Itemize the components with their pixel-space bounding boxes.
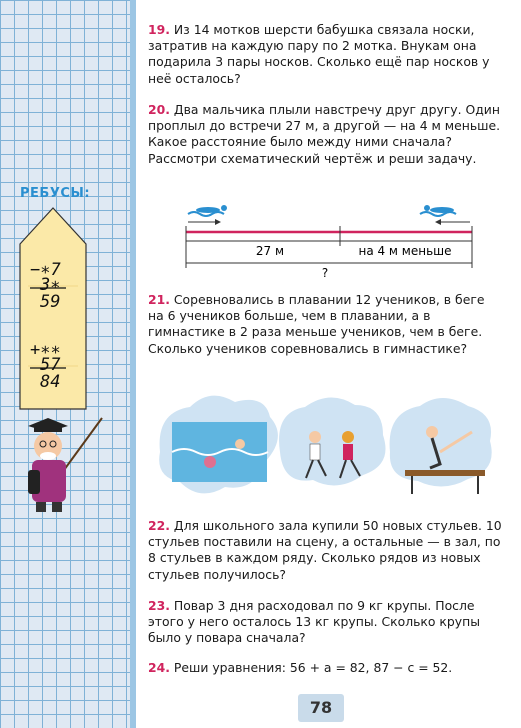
task-number: 20. [148, 102, 170, 117]
segment-2-label: на 4 м меньше [358, 244, 452, 258]
swimmer-left-icon [188, 205, 227, 216]
task-text: Для школьного зала купили 50 новых стульев. 10 стульев поставили на сцену, а остальные — в зал, по 8 стульев в каждом ряду. Сколько рядов из новых стульев получилось? [148, 518, 502, 582]
task-text: Соревновались в плавании 12 учеников, в беге на 6 учеников больше, чем в плавании, а в гимнастике в 2 раза меньше учеников, чем в беге. Сколько учеников соревновались в гимнастике? [148, 292, 485, 356]
sports-illustration [150, 392, 500, 512]
page-number: 78 [298, 694, 344, 722]
task-23 [148, 598, 504, 647]
task-instruction: Рассмотри схематический чертёж и реши задачу. [148, 150, 477, 166]
equation-2: 87 − c = 52. [373, 660, 453, 675]
task-number: 24. [148, 660, 170, 675]
rebus1-result: 59 [40, 292, 61, 312]
task-22 [148, 518, 504, 583]
task-number: 19. [148, 22, 170, 37]
total-label: ? [321, 266, 329, 280]
rebus2-result: 84 [40, 372, 61, 392]
equation-1: 56 + a = 82, [289, 660, 370, 675]
task-text: Два мальчика плыли навстречу друг другу. Один проплыл до встречи 27 м, а другой — на 4 м меньше. Какое расстояние было между ними сначала? [148, 102, 501, 150]
task-number: 21. [148, 292, 170, 307]
task-text: Реши уравнения: [173, 660, 286, 675]
task-20 [148, 102, 504, 167]
swimmer-right-icon [420, 205, 456, 216]
rebus-title: РЕБУСЫ: [20, 186, 91, 201]
task-19 [148, 22, 504, 87]
task-number: 22. [148, 518, 170, 533]
rebus2-row2: 57 [40, 355, 61, 375]
rebus2-row1: +∗∗ [30, 340, 61, 360]
task-21 [148, 292, 504, 357]
task-number: 23. [148, 598, 170, 613]
task-text: Из 14 мотков шерсти бабушка связала носки, затратив на каждую пару по 2 мотка. Внукам она подарила 3 пары носков. Сколько ещё пар носков у неё осталось? [148, 22, 490, 86]
segment-1-label: 27 м [255, 244, 285, 258]
rebus1-row1: −∗7 [30, 260, 61, 280]
rebus1-row2: 3∗ [40, 275, 61, 295]
teacher-illustration [12, 408, 112, 514]
task-text: Повар 3 дня расходовал по 9 кг крупы. После этого у него осталось 13 кг крупы. Сколько крупы было у повара сначала? [148, 598, 481, 646]
task-24 [148, 660, 504, 676]
